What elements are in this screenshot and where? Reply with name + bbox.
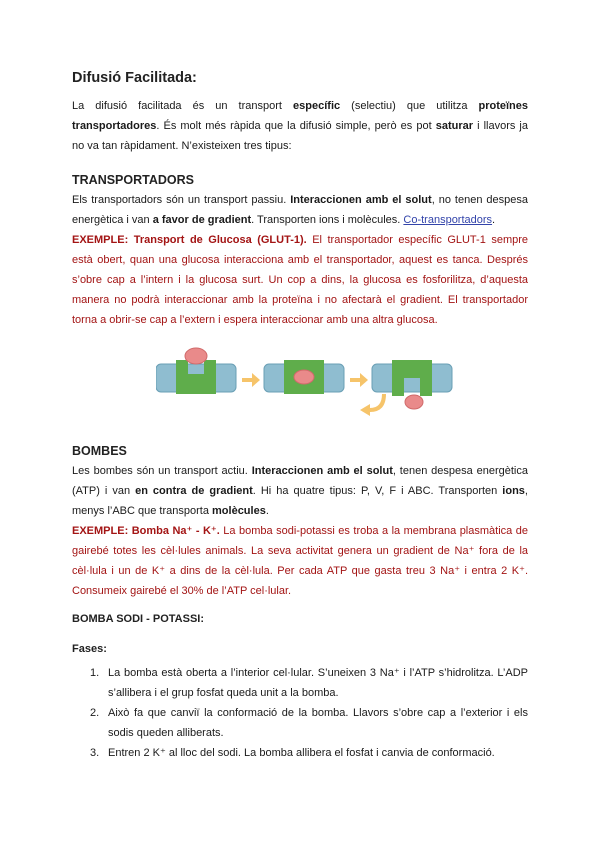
list-item-number: 3.	[90, 747, 100, 759]
page-title: Difusió Facilitada:	[72, 70, 197, 86]
bombes-text: .	[265, 505, 269, 517]
transportadors-text: . Transporten ions i molècules.	[251, 214, 404, 226]
bombes-paragraph	[72, 461, 528, 601]
intro-text: . És molt més ràpida que la difusió simple, però es pot	[156, 120, 436, 132]
intro-bold-especific: específic	[293, 100, 341, 112]
bombes-bold-gradient: en contra de gradient	[135, 485, 253, 497]
intro-bold-saturar: saturar	[435, 120, 473, 132]
arrow-right-icon	[350, 373, 368, 387]
intro-text: La difusió facilitada és un transport	[72, 100, 294, 112]
na-k-example-label: EXEMPLE: Bomba Na⁺ - K⁺.	[72, 525, 220, 537]
intro-text: (selectiu) que utilitza	[340, 100, 479, 112]
list-item	[72, 663, 528, 703]
arrow-right-icon	[242, 373, 260, 387]
transportadors-paragraph	[72, 190, 528, 330]
bombes-bold-molecules: molècules	[212, 505, 266, 517]
list-item	[72, 743, 528, 763]
list-item-number: 1.	[90, 667, 100, 679]
na-k-example	[72, 525, 528, 597]
transporter-stage-open-outside	[156, 348, 236, 394]
bombes-text: , menys l’ABC que transporta	[72, 485, 528, 517]
glut1-example-label: EXEMPLE: Transport de Glucosa (GLUT-1).	[72, 234, 307, 246]
transportadors-bold-gradient: a favor de gradient	[152, 214, 252, 226]
transportadors-text: Els transportadors són un transport passiu.	[72, 194, 291, 206]
bombes-text: . Hi ha quatre tipus: P, V, F i ABC. Transporten	[252, 485, 503, 497]
fases-list	[72, 663, 528, 763]
glut1-example-text: El transportador específic GLUT-1 sempre està obert, quan una glucosa interacciona amb el transportador, aquest es tanca. Després s’obre cap a l’intern i la glucosa surt. Un cop a dins, la glucosa es fosforilitza, d’aquesta manera no podrà interaccionar amb la proteïna i no afectarà el gradient. El transportador torna a obrir-se cap a l’extern i espera interaccionar amb una altra glucosa.	[72, 234, 529, 326]
heading-transportadors: TRANSPORTADORS	[72, 173, 194, 187]
transporter-stage-open-inside	[360, 360, 452, 416]
intro-paragraph	[72, 96, 528, 156]
list-item-text: Entren 2 K⁺ al lloc del sodi. La bomba allibera el fosfat i canvia de conformació.	[108, 747, 495, 759]
heading-bombes: BOMBES	[72, 444, 127, 458]
transportadors-text: .	[492, 214, 496, 226]
glucose-molecule	[294, 370, 314, 384]
glucose-molecule	[405, 395, 423, 409]
glut1-example	[72, 234, 528, 326]
bombes-bold-interaccionen: Interaccionen amb el solut	[251, 465, 393, 477]
list-item-text: Això fa que canviï la conformació de la bomba. Llavors s’obre cap a l’exterior i els sodis queden alliberats.	[108, 707, 528, 739]
heading-bomba-sodi-potassi: BOMBA SODI - POTASSI:	[72, 613, 204, 625]
co-transportadors-link[interactable]: Co-transportadors	[403, 214, 493, 226]
intro-bold-proteines: proteïnes transportadores	[72, 100, 529, 132]
intro-text: i llavors ja no va tan ràpidament. N’existeixen tres tipus:	[72, 120, 528, 152]
glut1-transport-diagram	[156, 338, 492, 418]
transportadors-text: , no tenen despesa energètica i van	[72, 194, 528, 226]
transportadors-bold-interaccionen: Interaccionen amb el solut	[290, 194, 432, 206]
bombes-text: , tenen despesa energètica (ATP) i van	[72, 465, 528, 497]
list-item-number: 2.	[90, 707, 100, 719]
glucose-molecule	[185, 348, 207, 364]
na-k-example-text: La bomba sodi-potassi es troba a la membrana plasmàtica de gairebé totes les cèl·lules animals. La seva activitat genera un gradient de Na⁺ fora de la cèl·lula i un de K⁺ a dins de la cèl·lula. Per cada ATP que gasta treu 3 Na⁺ i entra 2 K⁺. Consumeix gairebé el 30% de l’ATP cel·lular.	[72, 525, 528, 597]
bombes-bold-ions: ions	[502, 485, 525, 497]
bombes-text: Les bombes són un transport actiu.	[72, 465, 252, 477]
transporter-stage-closed	[264, 360, 344, 394]
list-item	[72, 703, 528, 743]
fases-label: Fases:	[72, 643, 107, 655]
return-arrow-icon	[360, 394, 386, 416]
list-item-text: La bomba està oberta a l’interior cel·lular. S’uneixen 3 Na⁺ i l’ATP s’hidrolitza. L’ADP s’allibera i el grup fosfat queda unit a la bomba.	[108, 667, 528, 699]
